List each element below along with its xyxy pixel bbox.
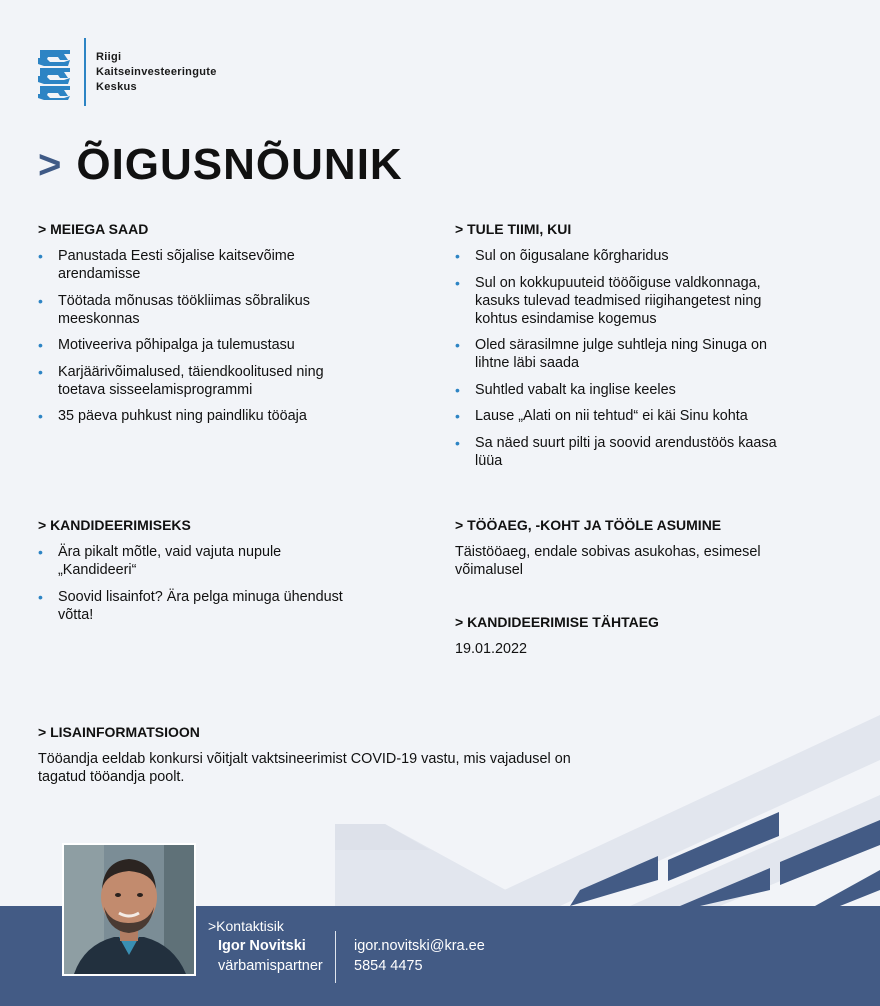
apply-list — [38, 543, 358, 624]
logo-line-2: Kaitseinvesteeringute — [96, 66, 217, 78]
list-item: • Sul on kokkupuuteid tööõiguse valdkonnaga, kasuks tulevad teadmised riigihangetest ning kohtus esindamise kogemus — [455, 274, 800, 328]
deadline-heading: > KANDIDEERIMISE TÄHTAEG — [455, 614, 659, 630]
worktime-text: Täistööaeg, endale sobivas asukohas, esimesel võimalusel — [455, 544, 761, 578]
list-item: • Töötada mõnusas töökliimas sõbralikus meeskonnas — [38, 292, 368, 328]
page-title — [38, 140, 403, 190]
contact-role: värbamispartner — [218, 958, 323, 974]
three-lions-coat-of-arms-icon — [38, 46, 74, 102]
contact-phone-link[interactable]: 5854 4475 — [354, 958, 423, 974]
list-item: • Motiveeriva põhipalga ja tulemustasu — [38, 336, 368, 354]
contact-name: Igor Novitski — [218, 938, 306, 954]
contact-photo — [62, 843, 196, 976]
additional-heading: > LISAINFORMATSIOON — [38, 724, 200, 740]
avatar — [64, 845, 194, 974]
additional-info-section — [38, 724, 598, 786]
list-item: • Sa näed suurt pilti ja soovid arendustöös kaasa lüüa — [455, 434, 800, 470]
offer-heading: > MEIEGA SAAD — [38, 221, 149, 237]
list-item: • Ära pikalt mõtle, vaid vajuta nupule „Kandideeri“ — [38, 543, 358, 579]
organization-logo — [38, 38, 217, 104]
contact-label: >Kontaktisik — [208, 918, 284, 934]
list-item: • Panustada Eesti sõjalise kaitsevõime arendamisse — [38, 247, 368, 283]
title-text: ÕIGUSNÕUNIK — [76, 140, 403, 189]
offer-section — [38, 221, 368, 434]
logo-line-1: Riigi — [96, 51, 122, 63]
list-item: • Soovid lisainfot? Ära pelga minuga ühendust võtta! — [38, 588, 358, 624]
list-item: • Lause „Alati on nii tehtud“ ei käi Sinu kohta — [455, 407, 800, 425]
apply-section — [38, 517, 358, 632]
list-item: • Oled särasilmne julge suhtleja ning Sinuga on lihtne läbi saada — [455, 336, 800, 372]
worktime-section — [455, 517, 800, 579]
requirements-section — [455, 221, 800, 478]
logo-wordmark — [96, 38, 217, 95]
additional-text: Tööandja eeldab konkursi võitjalt vaktsineerimist COVID-19 vastu, mis vajadusel on tagatud tööandja poolt. — [38, 751, 571, 785]
list-item: • Sul on õigusalane kõrgharidus — [455, 247, 800, 265]
list-item: • Suhtled vabalt ka inglise keeles — [455, 381, 800, 399]
requirements-list — [455, 247, 800, 470]
list-item: • 35 päeva puhkust ning paindliku tööaja — [38, 407, 368, 425]
deadline-section — [455, 614, 800, 658]
worktime-heading: > TÖÖAEG, -KOHT JA TÖÖLE ASUMINE — [455, 517, 722, 533]
requirements-heading: > TULE TIIMI, KUI — [455, 221, 572, 237]
offer-list — [38, 247, 368, 425]
logo-line-3: Keskus — [96, 81, 137, 93]
logo-divider — [84, 38, 86, 106]
deadline-date: 19.01.2022 — [455, 641, 528, 657]
contact-email-link[interactable]: igor.novitski@kra.ee — [354, 938, 485, 954]
title-chevron: > — [38, 142, 63, 187]
contact-divider — [335, 931, 336, 983]
list-item: • Karjäärivõimalused, täiendkoolitused ning toetava sisseelamisprogrammi — [38, 363, 368, 399]
apply-heading: > KANDIDEERIMISEKS — [38, 517, 191, 533]
